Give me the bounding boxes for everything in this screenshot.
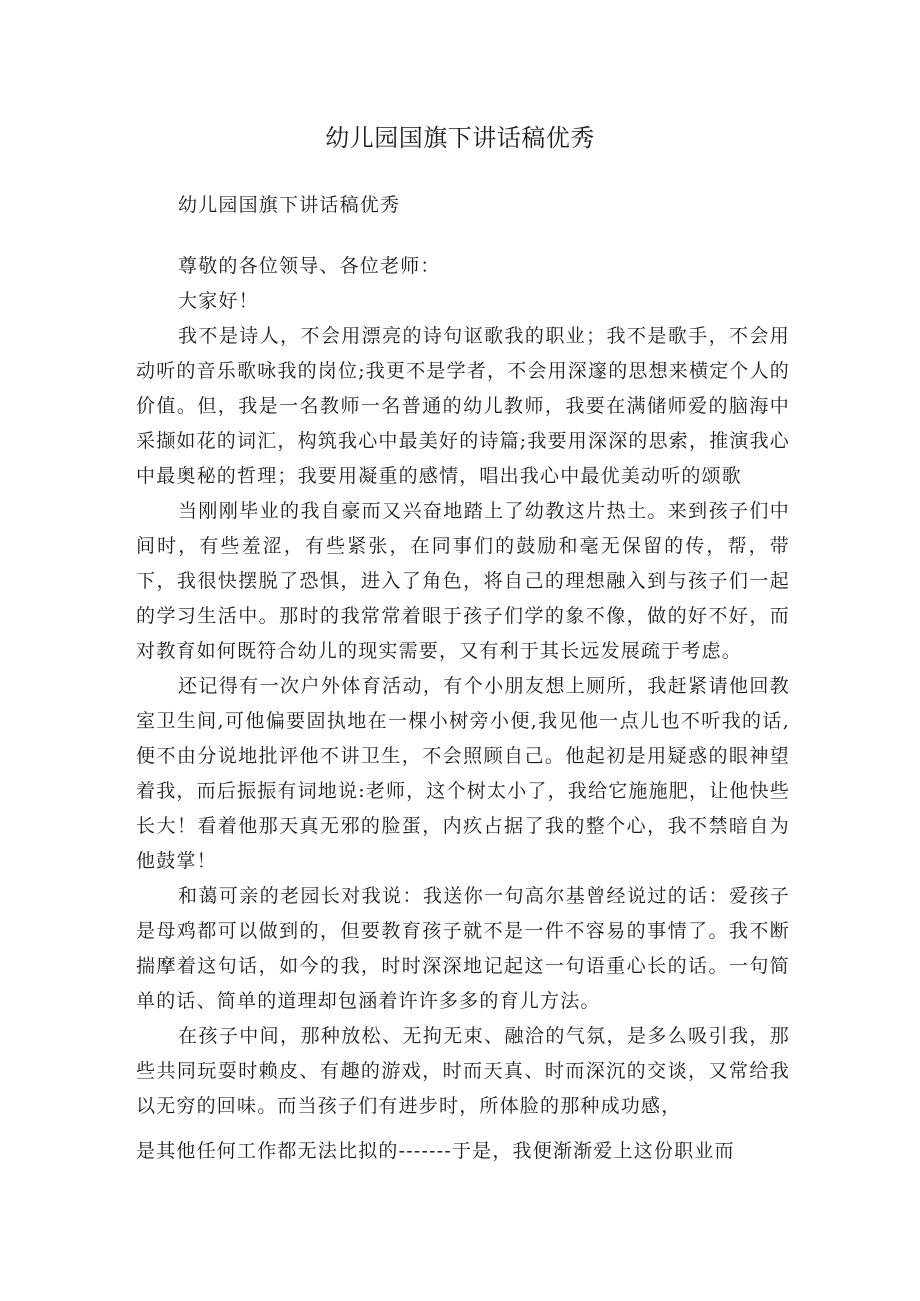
paragraph: 和蔼可亲的老园长对我说：我送你一句高尔基曾经说过的话：爱孩子是母鸡都可以做到的，但要教育孩子就不是一件不容易的事情了。我不断揣摩着这句话，如今的我，时时深深地记起这一句语重心长的话。一句简单的话、简单的道理却包涵着许许多多的育儿方法。 (136, 885, 790, 1012)
document-body (136, 188, 790, 1124)
document-title: 幼儿园国旗下讲话稿优秀 (325, 124, 595, 152)
paragraph: 还记得有一次户外体育活动，有个小朋友想上厕所，我赶紧请他回教室卫生间,可他偏要固执地在一棵小树旁小便,我见他一点儿也不听我的话,便不由分说地批评他不讲卫生，不会照顾自己。他起初是用疑惑的眼神望着我，而后振振有词地说:老师，这个树太小了，我给它施施肥，让他快些长大！看着他那天真无邪的脸蛋，内疚占据了我的整个心，我不禁暗自为他鼓掌！ (136, 675, 791, 872)
paragraph: 当刚刚毕业的我自豪而又兴奋地踏上了幼教这片热土。来到孩子们中间时，有些羞涩，有些紧张，在同事们的鼓励和毫无保留的传，帮，带下，我很快摆脱了恐惧，进入了角色，将自己的理想融入到与孩子们一起的学习生活中。那时的我常常着眼于孩子们学的象不像，做的好不好，而对教育如何既符合幼儿的现实需要，又有利于其长远发展疏于考虑。 (136, 500, 790, 662)
document-subtitle: 幼儿园国旗下讲话稿优秀 (178, 194, 401, 216)
continuation-line: 是其他任何工作都无法比拟的-------于是，我便渐渐爱上这份职业而 (136, 1140, 735, 1162)
salutation: 尊敬的各位领导、各位老师： (178, 255, 441, 277)
paragraph: 我不是诗人，不会用漂亮的诗句讴歌我的职业；我不是歌手，不会用动听的音乐歌咏我的岗位;我更不是学者，不会用深邃的思想来横定个人的价值。但，我是一名教师一名普通的幼儿教师，我要在满储师爱的脑海中采撷如花的词汇，构筑我心中最美好的诗篇;我要用深深的思索，推演我心中最奥秘的哲理；我要用凝重的感情，唱出我心中最优美动听的颂歌 (136, 325, 791, 487)
greeting: 大家好！ (178, 290, 259, 312)
paragraph: 在孩子中间，那种放松、无拘无束、融洽的气氛，是多么吸引我，那些共同玩耍时赖皮、有趣的游戏，时而天真、时而深沉的交谈，又常给我以无穷的回味。而当孩子们有进步时，所体脸的那种成功感， (136, 1025, 790, 1117)
